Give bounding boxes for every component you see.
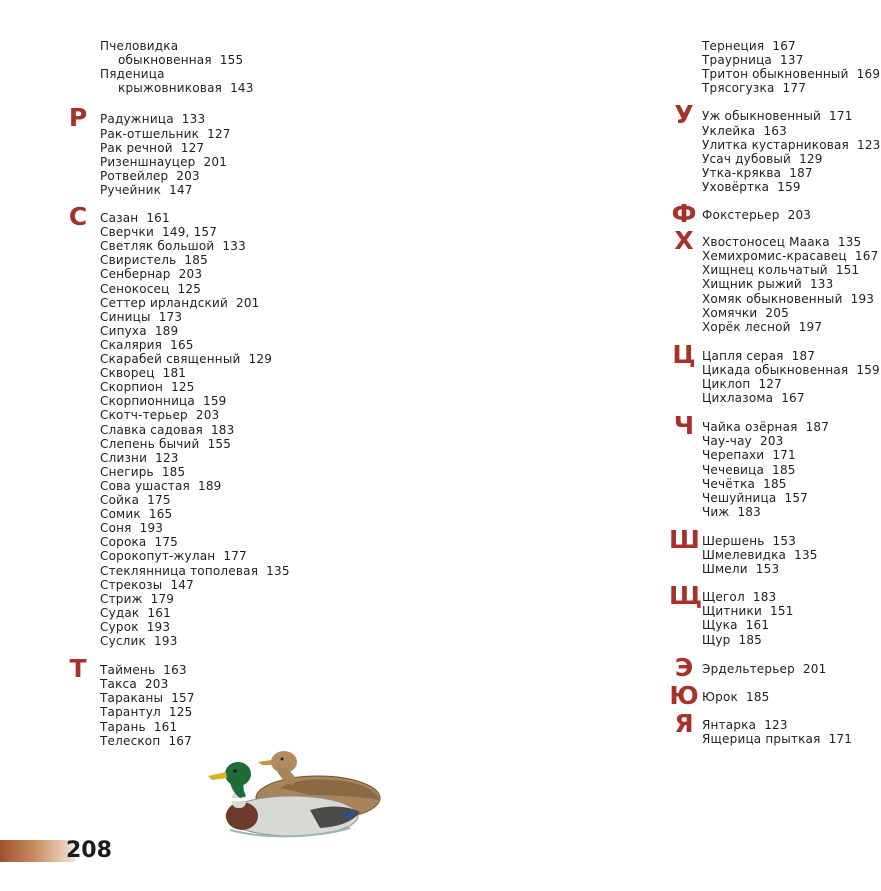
index-entry: [702, 180, 801, 194]
entry-page-number: 185: [772, 462, 796, 477]
entry-page-number: 203: [178, 267, 203, 282]
entry-page-number: 129: [799, 151, 823, 166]
entry-page-number: 181: [162, 366, 187, 381]
entry-page-number: 185: [763, 476, 787, 491]
entry-page-number: 161: [745, 618, 770, 633]
entry-page-number: 183: [752, 590, 777, 605]
index-entry: [100, 720, 177, 734]
entry-name: Цихлазома: [702, 391, 774, 406]
entry-page-number: 177: [782, 81, 807, 96]
index-entry: [702, 306, 789, 320]
index-entry: [702, 562, 779, 576]
entry-page-number: 183: [737, 504, 761, 519]
entry-name: Тарантул: [100, 705, 161, 720]
entry-name: Ящерица прыткая: [702, 731, 821, 746]
index-letter-Щ: Щ: [669, 581, 703, 611]
entry-name: Усач дубовый: [702, 151, 792, 166]
entry-page-number: 167: [781, 391, 805, 406]
entry-name: Тернеция: [702, 39, 765, 53]
entry-page-number: 157: [784, 490, 809, 505]
entry-name: Пчеловидка: [100, 39, 179, 53]
index-letter-Ц: Ц: [672, 339, 696, 369]
entry-page-number: 137: [780, 53, 804, 68]
entry-name: Сипуха: [100, 323, 147, 338]
index-entry: [100, 493, 171, 507]
entry-name: Траурница: [702, 53, 772, 68]
entry-page-number: 135: [837, 235, 862, 250]
entry-page-number: 127: [207, 126, 231, 141]
entry-name: Тараканы: [100, 691, 164, 706]
index-entry: [702, 690, 770, 704]
entry-page-number: 203: [176, 168, 200, 183]
entry-name: Сомик: [100, 507, 141, 522]
entry-page-number: 167: [772, 39, 796, 53]
index-entry: [702, 277, 833, 291]
index-entry: [100, 67, 165, 81]
entry-page-number: 203: [195, 408, 220, 423]
index-entry: [100, 394, 227, 408]
entry-name: Чайка озёрная: [702, 420, 798, 435]
entry-page-number: 135: [794, 548, 818, 562]
entry-name: Ротвейлер: [100, 168, 169, 183]
index-entry: [100, 521, 163, 535]
entry-name: Стеклянница тополевая: [100, 563, 259, 578]
entry-name: Сойка: [100, 493, 140, 507]
index-letter-Ч: Ч: [673, 411, 695, 441]
entry-name: Чечевица: [702, 462, 765, 477]
entry-page-number: 189: [198, 478, 222, 493]
entry-name: Чешуйница: [702, 490, 777, 505]
index-entry: [100, 592, 174, 606]
entry-page-number: 193: [850, 291, 875, 306]
entry-page-number: 155: [219, 53, 244, 68]
entry-page-number: 185: [161, 464, 186, 479]
entry-page-number: 133: [222, 239, 246, 254]
entry-page-number: 125: [177, 281, 202, 296]
entry-page-number: 135: [266, 563, 290, 578]
entry-name: Сенокосец: [100, 281, 170, 296]
index-entry: [702, 377, 782, 391]
entry-name: Синицы: [100, 309, 151, 324]
entry-page-number: 165: [170, 337, 194, 352]
entry-name: Слизни: [100, 450, 148, 465]
index-entry: [100, 535, 178, 549]
entry-name: Стриж: [100, 591, 143, 606]
entry-page-number: 185: [738, 632, 762, 647]
index-entry: [702, 732, 852, 746]
entry-name: Ручейник: [100, 182, 162, 197]
index-entry: [100, 225, 217, 239]
entry-page-number: 163: [763, 123, 787, 138]
index-entry: [100, 705, 192, 719]
index-entry: [702, 463, 796, 477]
entry-page-number: 149, 157: [162, 225, 218, 240]
index-letter-Р: Р: [68, 103, 88, 133]
index-entry: [100, 112, 205, 126]
index-entry: [100, 578, 194, 592]
index-entry: [702, 604, 794, 618]
entry-name: Таймень: [100, 663, 156, 678]
entry-name: Ризеншнауцер: [100, 154, 196, 169]
index-entry: [100, 734, 192, 748]
index-entry: [100, 239, 246, 253]
index-entry: [100, 155, 227, 169]
entry-name: Сверчки: [100, 225, 154, 240]
index-entry: [702, 618, 769, 632]
index-entry: [100, 663, 187, 677]
index-entry: [100, 39, 178, 53]
entry-page-number: 167: [854, 249, 879, 264]
index-entry: [100, 465, 185, 479]
entry-name: Тарань: [100, 719, 146, 734]
index-letter-Я: Я: [674, 708, 694, 738]
index-entry: [100, 296, 260, 310]
entry-page-number: 155: [207, 436, 232, 451]
index-entry: [702, 138, 881, 152]
entry-name: Цикада обыкновенная: [702, 362, 849, 377]
index-entry: [702, 292, 874, 306]
index-entry: [100, 380, 195, 394]
entry-name: Уховёртка: [702, 179, 770, 194]
entry-name: Черепахи: [702, 448, 765, 463]
entry-page-number: 157: [171, 691, 195, 706]
index-entry: [100, 677, 168, 691]
entry-page-number: 203: [144, 677, 169, 692]
entry-page-number: 133: [809, 277, 834, 292]
entry-page-number: 201: [203, 154, 228, 169]
entry-name: Шершень: [702, 533, 765, 548]
entry-page-number: 187: [789, 165, 813, 180]
entry-name: Сорокопут-жулан: [100, 549, 216, 564]
page-number: 208: [66, 838, 112, 863]
entry-name: Сеттер ирландский: [100, 295, 228, 310]
index-entry: [702, 320, 822, 334]
index-entry: [100, 169, 200, 183]
entry-name: Свиристель: [100, 253, 177, 268]
entry-page-number: 143: [230, 81, 254, 96]
index-entry: [100, 423, 234, 437]
index-entry: [100, 366, 186, 380]
index-entry: [702, 718, 788, 732]
entry-name: Славка садовая: [100, 422, 203, 437]
entry-page-number: 161: [153, 719, 178, 734]
index-entry: [100, 549, 247, 563]
entry-name: Сенбернар: [100, 267, 171, 282]
index-entry: [100, 634, 178, 648]
index-entry: [100, 324, 178, 338]
entry-name: Скорпион: [100, 380, 164, 395]
index-entry: [702, 491, 808, 505]
index-entry: [100, 606, 171, 620]
index-entry: [100, 338, 194, 352]
entry-name: Тритон обыкновенный: [702, 67, 849, 82]
entry-page-number: 129: [248, 352, 273, 366]
entry-page-number: 161: [146, 211, 170, 225]
index-entry: [702, 349, 815, 363]
entry-name: Чечётка: [702, 476, 756, 491]
entry-page-number: 197: [798, 319, 823, 334]
index-entry: [702, 505, 761, 519]
index-entry: [100, 310, 182, 324]
entry-page-number: 153: [755, 562, 780, 577]
index-letter-У: У: [674, 100, 694, 130]
index-entry: [702, 534, 796, 548]
index-entry: [100, 141, 204, 155]
entry-page-number: 171: [772, 448, 796, 463]
entry-name: Радужница: [100, 112, 174, 127]
index-entry: [100, 253, 208, 267]
entry-name: Такса: [100, 677, 137, 692]
entry-name: Щитники: [702, 604, 763, 619]
entry-name: Шмели: [702, 562, 748, 577]
entry-name: Хвостоносец Маака: [702, 235, 830, 250]
index-entry: [702, 263, 859, 277]
mallard-ducks-illustration: [200, 740, 390, 845]
entry-page-number: 147: [169, 182, 193, 197]
index-entry: [702, 67, 880, 81]
entry-name: Хемихромис-красавец: [702, 249, 847, 264]
entry-name: Снегирь: [100, 464, 154, 479]
index-entry: [702, 235, 861, 249]
entry-page-number: 189: [154, 323, 179, 338]
index-entry: [100, 507, 172, 521]
entry-name: обыкновенная: [118, 53, 212, 68]
index-entry: [702, 590, 776, 604]
entry-name: Эрдельтерьер: [702, 661, 795, 676]
index-entry: [702, 39, 796, 53]
entry-page-number: 167: [168, 733, 192, 748]
entry-name: Чиж: [702, 504, 730, 519]
entry-name: Хищнец кольчатый: [702, 263, 828, 278]
footer-color-bar: [0, 840, 75, 862]
index-entry: [702, 208, 811, 222]
index-entry: [100, 183, 193, 197]
entry-page-number: 185: [184, 253, 208, 268]
entry-page-number: 161: [147, 605, 171, 620]
index-entry: [702, 662, 826, 676]
index-entry: [100, 620, 170, 634]
index-entry: [100, 282, 201, 296]
entry-page-number: 123: [155, 450, 179, 465]
index-entry: [702, 363, 880, 377]
entry-name: Щука: [702, 618, 738, 633]
index-entry: [702, 448, 796, 462]
entry-page-number: 183: [210, 422, 235, 437]
entry-name: Шмелевидка: [702, 548, 787, 562]
entry-name: крыжовниковая: [118, 81, 223, 96]
index-entry: [100, 451, 179, 465]
entry-name: Соня: [100, 521, 132, 536]
entry-name: Скарабей священный: [100, 352, 241, 366]
index-letter-Э: Э: [674, 652, 694, 682]
entry-page-number: 151: [835, 263, 860, 278]
entry-name: Сова ушастая: [100, 478, 190, 493]
entry-page-number: 171: [828, 731, 853, 746]
index-entry: [100, 691, 195, 705]
entry-page-number: 205: [765, 305, 789, 320]
entry-page-number: 193: [139, 521, 164, 536]
index-entry: [100, 479, 222, 493]
index-letter-Ш: Ш: [669, 524, 700, 554]
entry-name: Судак: [100, 605, 140, 620]
entry-page-number: 203: [760, 434, 784, 449]
index-entry: [702, 53, 804, 67]
entry-page-number: 169: [856, 67, 881, 82]
index-entry: [100, 408, 219, 422]
entry-page-number: 193: [146, 619, 171, 634]
entry-page-number: 125: [168, 705, 193, 720]
index-entry: [702, 124, 787, 138]
entry-name: Стрекозы: [100, 577, 163, 592]
entry-name: Хищник рыжий: [702, 277, 802, 292]
entry-page-number: 193: [154, 634, 178, 648]
entry-name: Сорока: [100, 535, 147, 550]
entry-page-number: 159: [777, 179, 801, 194]
entry-page-number: 151: [770, 604, 794, 619]
entry-name: Циклоп: [702, 377, 751, 391]
entry-name: Фокстерьер: [702, 208, 780, 222]
entry-name: Скворец: [100, 366, 155, 381]
entry-page-number: 203: [787, 208, 812, 222]
entry-page-number: 127: [758, 377, 782, 391]
entry-page-number: 133: [181, 112, 206, 127]
index-entry: [702, 548, 818, 562]
entry-page-number: 187: [791, 348, 816, 363]
entry-name: Чау-чау: [702, 434, 752, 449]
entry-name: Цапля серая: [702, 348, 784, 363]
entry-name: Уклейка: [702, 123, 756, 138]
index-entry: [702, 391, 805, 405]
entry-page-number: 173: [158, 309, 183, 324]
index-entry: [118, 53, 243, 67]
index-letter-Ю: Ю: [669, 680, 699, 710]
index-entry: [100, 352, 272, 366]
entry-name: Сурок: [100, 619, 139, 634]
entry-name: Янтарка: [702, 717, 757, 732]
index-letter-Х: Х: [674, 226, 694, 256]
index-entry: [100, 211, 170, 225]
entry-name: Улитка кустарниковая: [702, 137, 849, 152]
entry-page-number: 127: [180, 140, 205, 155]
entry-page-number: 201: [236, 295, 260, 310]
entry-page-number: 185: [746, 689, 770, 704]
index-entry: [100, 127, 231, 141]
index-entry: [702, 434, 784, 448]
entry-name: Пяденица: [100, 67, 165, 82]
index-entry: [702, 633, 762, 647]
entry-name: Рак речной: [100, 140, 173, 155]
entry-page-number: 153: [772, 533, 797, 548]
entry-page-number: 201: [802, 661, 827, 676]
index-entry: [702, 420, 829, 434]
entry-page-number: 187: [805, 420, 830, 435]
index-entry: [702, 166, 813, 180]
entry-name: Скотч-терьер: [100, 408, 188, 423]
entry-name: Утка-кряква: [702, 165, 782, 180]
entry-page-number: 159: [856, 362, 880, 377]
entry-page-number: 147: [170, 577, 194, 592]
entry-page-number: 123: [857, 137, 881, 152]
entry-name: Телескоп: [100, 733, 161, 748]
entry-name: Рак-отшельник: [100, 126, 200, 141]
entry-name: Светляк большой: [100, 239, 215, 254]
entry-page-number: 123: [764, 717, 788, 732]
index-entry: [702, 249, 878, 263]
entry-name: Хорёк лесной: [702, 319, 791, 334]
index-letter-Ф: Ф: [671, 199, 697, 228]
entry-page-number: 177: [223, 549, 247, 564]
entry-name: Хомяк обыкновенный: [702, 291, 843, 306]
index-entry: [702, 81, 806, 95]
entry-page-number: 171: [829, 109, 853, 124]
entry-page-number: 163: [163, 663, 187, 678]
entry-page-number: 175: [147, 493, 171, 507]
entry-name: Слепень бычий: [100, 436, 200, 451]
entry-name: Скалярия: [100, 337, 163, 352]
entry-name: Юрок: [702, 689, 738, 704]
entry-page-number: 179: [150, 591, 175, 606]
entry-page-number: 165: [148, 507, 173, 522]
entry-page-number: 125: [171, 380, 195, 395]
entry-name: Сазан: [100, 211, 139, 225]
index-entry: [100, 437, 231, 451]
index-entry: [100, 267, 202, 281]
entry-page-number: 175: [154, 535, 179, 550]
index-entry: [702, 109, 853, 123]
index-entry: [702, 152, 823, 166]
entry-name: Суслик: [100, 634, 146, 648]
index-entry: [100, 564, 290, 578]
entry-page-number: 159: [203, 394, 227, 409]
entry-name: Скорпионница: [100, 394, 195, 409]
entry-name: Хомячки: [702, 305, 758, 320]
index-entry: [702, 477, 787, 491]
entry-name: Щегол: [702, 590, 745, 605]
index-entry: [118, 81, 254, 95]
entry-name: Щур: [702, 632, 731, 647]
entry-name: Уж обыкновенный: [702, 109, 822, 124]
index-letter-Т: Т: [69, 654, 87, 684]
entry-name: Трясогузка: [702, 81, 775, 96]
index-letter-С: С: [68, 202, 88, 231]
